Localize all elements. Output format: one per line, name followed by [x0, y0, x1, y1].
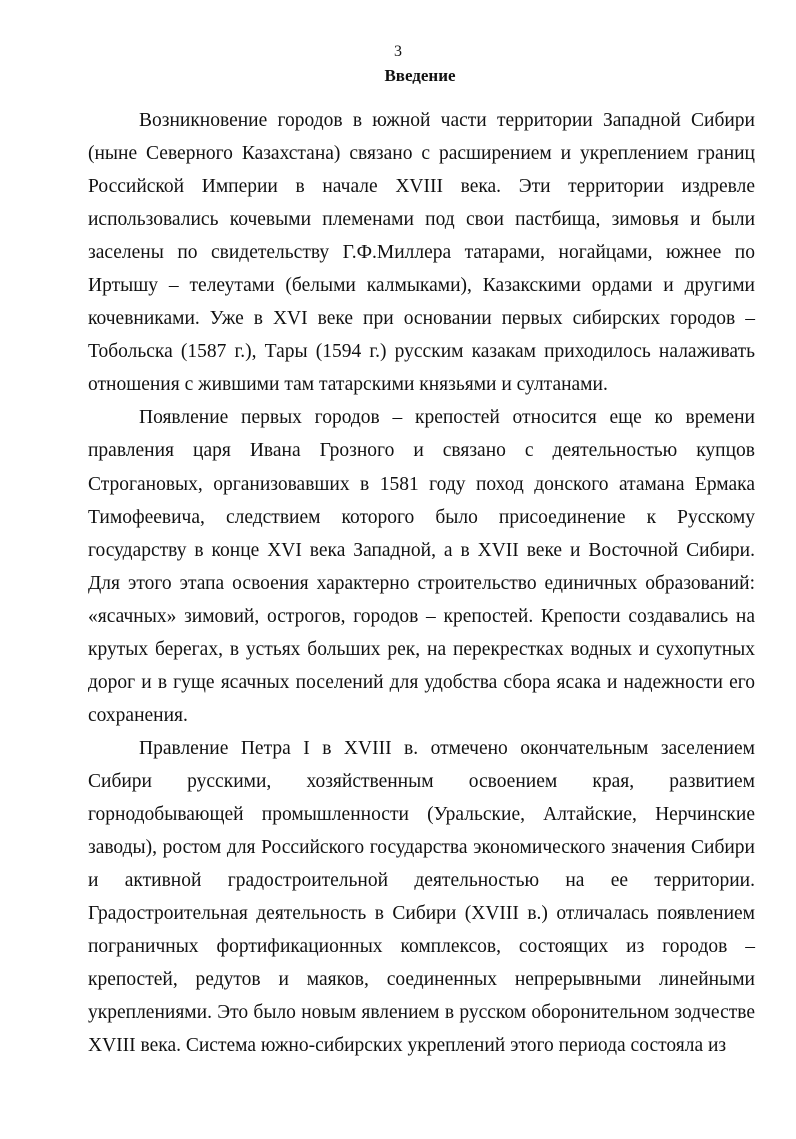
section-title: Введение — [384, 66, 456, 85]
paragraph-3: Правление Петра I в XVIII в. отмечено окончательным заселением Сибири русскими, хозяйственным освоением края, развитием горнодобывающей промышленности (Уральские, Алтайские, Нерчинские заводы), ростом для Российского государства экономического значения Сибири и активной градостроительной деятельностью на ее территории. Градостроительная деятельность в Сибири (XVIII в.) отличалась появлением пограничных фортификационных комплексов, состоящих из городов – крепостей, редутов и маяков, соединенных непрерывными линейными укреплениями. Это было новым явлением в русском оборонительном зодчестве XVIII века. Система южно-сибирских укреплений этого периода состояла из — [88, 737, 755, 1057]
page-number: 3 — [394, 43, 402, 60]
paragraph-1: Возникновение городов в южной части территории Западной Сибири (ныне Северного Казахстана) связано с расширением и укреплением границ Российской Империи в начале XVIII века. Эти территории издревле использовались кочевыми племенами под свои пастбища, зимовья и были заселены по свидетельству Г.Ф.Миллера татарами, ногайцами, южнее по Иртышу – телеутами (белыми калмыками), Казакскими ордами и другими кочевниками. Уже в XVI веке при основании первых сибирских городов – Тобольска (1587 г.), Тары (1594 г.) русским казакам приходилось налаживать отношения с жившими там татарскими князьями и султанами. — [88, 110, 755, 396]
body-text — [88, 104, 755, 1062]
paragraph-2: Появление первых городов – крепостей относится еще ко времени правления царя Ивана Грозного и связано с деятельностью купцов Строгановых, организовавших в 1581 году поход донского атамана Ермака Тимофеевича, следствием которого было присоединение к Русскому государству в конце XVI века Западной, а в XVII веке и Восточной Сибири. Для этого этапа освоения характерно строительство единичных образований: «ясачных» зимовий, острогов, городов – крепостей. Крепости создавались на крутых берегах, в устьях больших рек, на перекрестках водных и сухопутных дорог и в гуще ясачных поселений для удобства сбора ясака и надежности его сохранения. — [88, 407, 755, 726]
